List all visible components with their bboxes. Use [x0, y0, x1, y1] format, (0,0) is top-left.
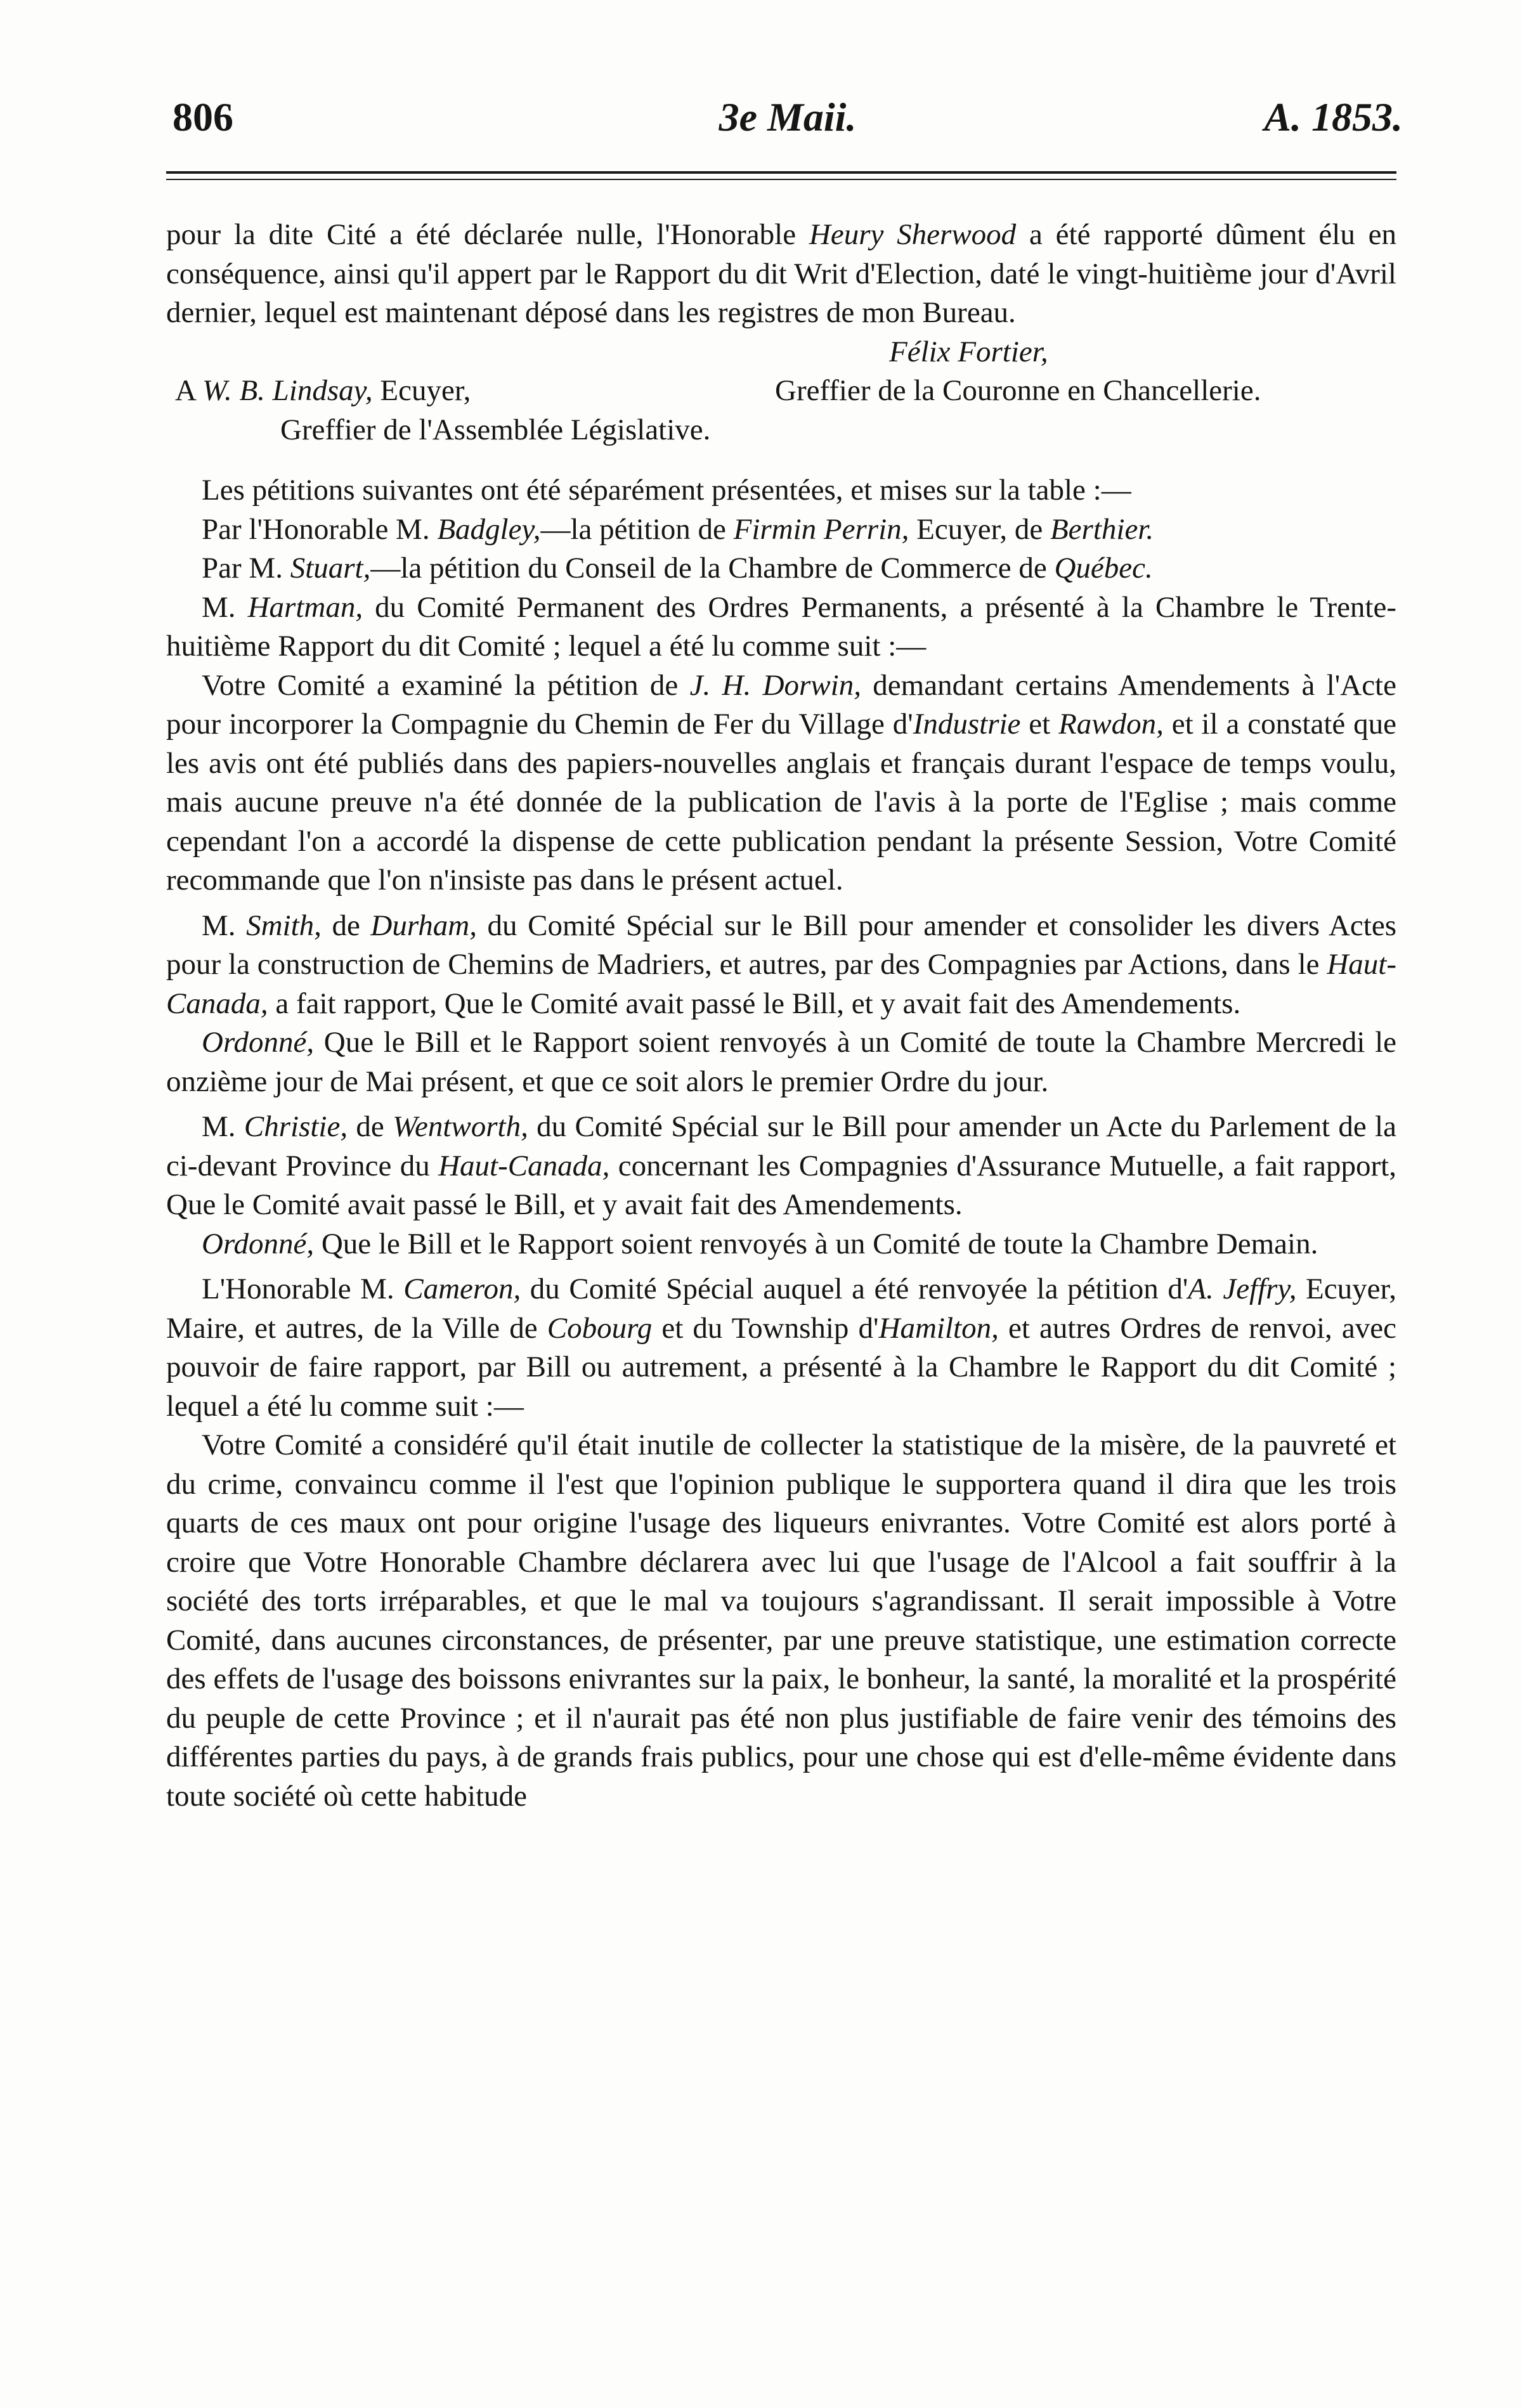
order-smith-bill: Ordonné, Que le Bill et le Rapport soient renvoyés à un Comité de toute la Chambre Mercredi le onzième jour de Mai présent, et que ce soit alors le premier Ordre du jour.	[166, 1026, 1396, 1098]
order-christie-bill: Ordonné, Que le Bill et le Rapport soient renvoyés à un Comité de toute la Chambre Demain.	[202, 1227, 1318, 1260]
petition-badgley: Par l'Honorable M. Badgley,—la pétition de Firmin Perrin, Ecuyer, de Berthier.	[202, 512, 1154, 546]
paragraph-election-result: pour la dite Cité a été déclarée nulle, l'Honorable Heury Sherwood a été rapporté dûment élu en conséquence, ainsi qu'il appert par le Rapport du dit Writ d'Election, daté le vingt-huitième jour d'Avril dernier, lequel est maintenant déposé dans les registres de mon Bureau.	[166, 218, 1396, 329]
addressee-title: Greffier de l'Assemblée Législative.	[280, 413, 711, 446]
header-year: A. 1853.	[1264, 94, 1403, 139]
paragraph-smith: M. Smith, de Durham, du Comité Spécial sur le Bill pour amender et consolider les divers Actes pour la construction de Chemins de Madriers, et autres, par des Compagnies par Actions, dans le Haut-Canada, a fait rapport, Que le Comité avait passé le Bill, et y avait fait des Amendements.	[166, 909, 1396, 1020]
paragraph-cameron: L'Honorable M. Cameron, du Comité Spécial auquel a été renvoyée la pétition d'A. Jeffry, Ecuyer, Maire, et autres, de la Ville de Cobourg et du Township d'Hamilton, et autres Ordres de renvoi, avec pouvoir de faire rapport, par Bill ou autrement, a présenté à la Chambre le Rapport du dit Comité ; lequel a été lu comme suit :—	[166, 1272, 1397, 1423]
paragraph-hartman: M. Hartman, du Comité Permanent des Ordres Permanents, a présenté à la Chambre le Trente-huitième Rapport du dit Comité ; lequel a été lu comme suit :—	[166, 590, 1396, 663]
petitions-intro: Les pétitions suivantes ont été séparément présentées, et mises sur la table :—	[202, 474, 1131, 507]
header-rule-thick	[166, 171, 1396, 174]
paragraph-christie: M. Christie, de Wentworth, du Comité Spécial sur le Bill pour amender un Acte du Parlement de la ci-devant Province du Haut-Canada, concernant les Compagnies d'Assurance Mutuelle, a fait rapport, Que le Comité avait passé le Bill, et y avait fait des Amendements.	[166, 1110, 1396, 1221]
header-date: 3e Maii.	[719, 94, 857, 139]
page-header	[172, 94, 1403, 145]
addressee: A W. B. Lindsay, Ecuyer,	[175, 374, 471, 407]
signature-row	[166, 372, 1396, 411]
signer-title: Greffier de la Couronne en Chancellerie.	[775, 374, 1261, 407]
report-dorwin: Votre Comité a examiné la pétition de J. H. Dorwin, demandant certains Amendements à l'Acte pour incorporer la Compagnie du Chemin de Fer du Village d'Industrie et Rawdon, et il a constaté que les avis ont été publiés dans des papiers-nouvelles anglais et français durant l'espace de temps voulu, mais aucune preuve n'a été donnée de la publication de l'avis à la porte de l'Eglise ; mais comme cependant l'on a accordé la dispense de cette publication pendant la présente Session, Votre Comité recommande que l'on n'insiste pas dans le présent actuel.	[166, 668, 1396, 897]
person-name: Heury Sherwood	[809, 218, 1017, 251]
signer-name: Félix Fortier,	[889, 335, 1048, 368]
page-number: 806	[172, 94, 233, 139]
document-body	[166, 216, 1396, 1816]
report-temperance: Votre Comité a considéré qu'il était inutile de collecter la statistique de la misère, de la pauvreté et du crime, convaincu comme il l'est que l'opinion publique le supportera quand il dira que les trois quarts de ces maux ont pour origine l'usage des liqueurs enivrantes. Votre Comité est alors porté à croire que Votre Honorable Chambre déclarera avec lui que l'usage de l'Alcool a fait souffrir à la société des torts irréparables, et que le mal va toujours s'agrandissant. Il serait impossible à Votre Comité, dans aucunes circonstances, de présenter, par une preuve statistique, une estimation correcte des effets de l'usage des boissons enivrantes sur la paix, le bonheur, la santé, la moralité et la prospérité du peuple de cette Province ; et il n'aurait pas été non plus justifiable de faire venir des témoins des différentes parties du pays, à de grands frais publics, pour une chose qui est d'elle-même évidente dans toute société où cette habitude	[166, 1428, 1396, 1813]
signature-block	[166, 333, 1396, 450]
petition-stuart: Par M. Stuart,—la pétition du Conseil de la Chambre de Commerce de Québec.	[202, 552, 1153, 585]
header-rule-thin	[166, 179, 1396, 180]
